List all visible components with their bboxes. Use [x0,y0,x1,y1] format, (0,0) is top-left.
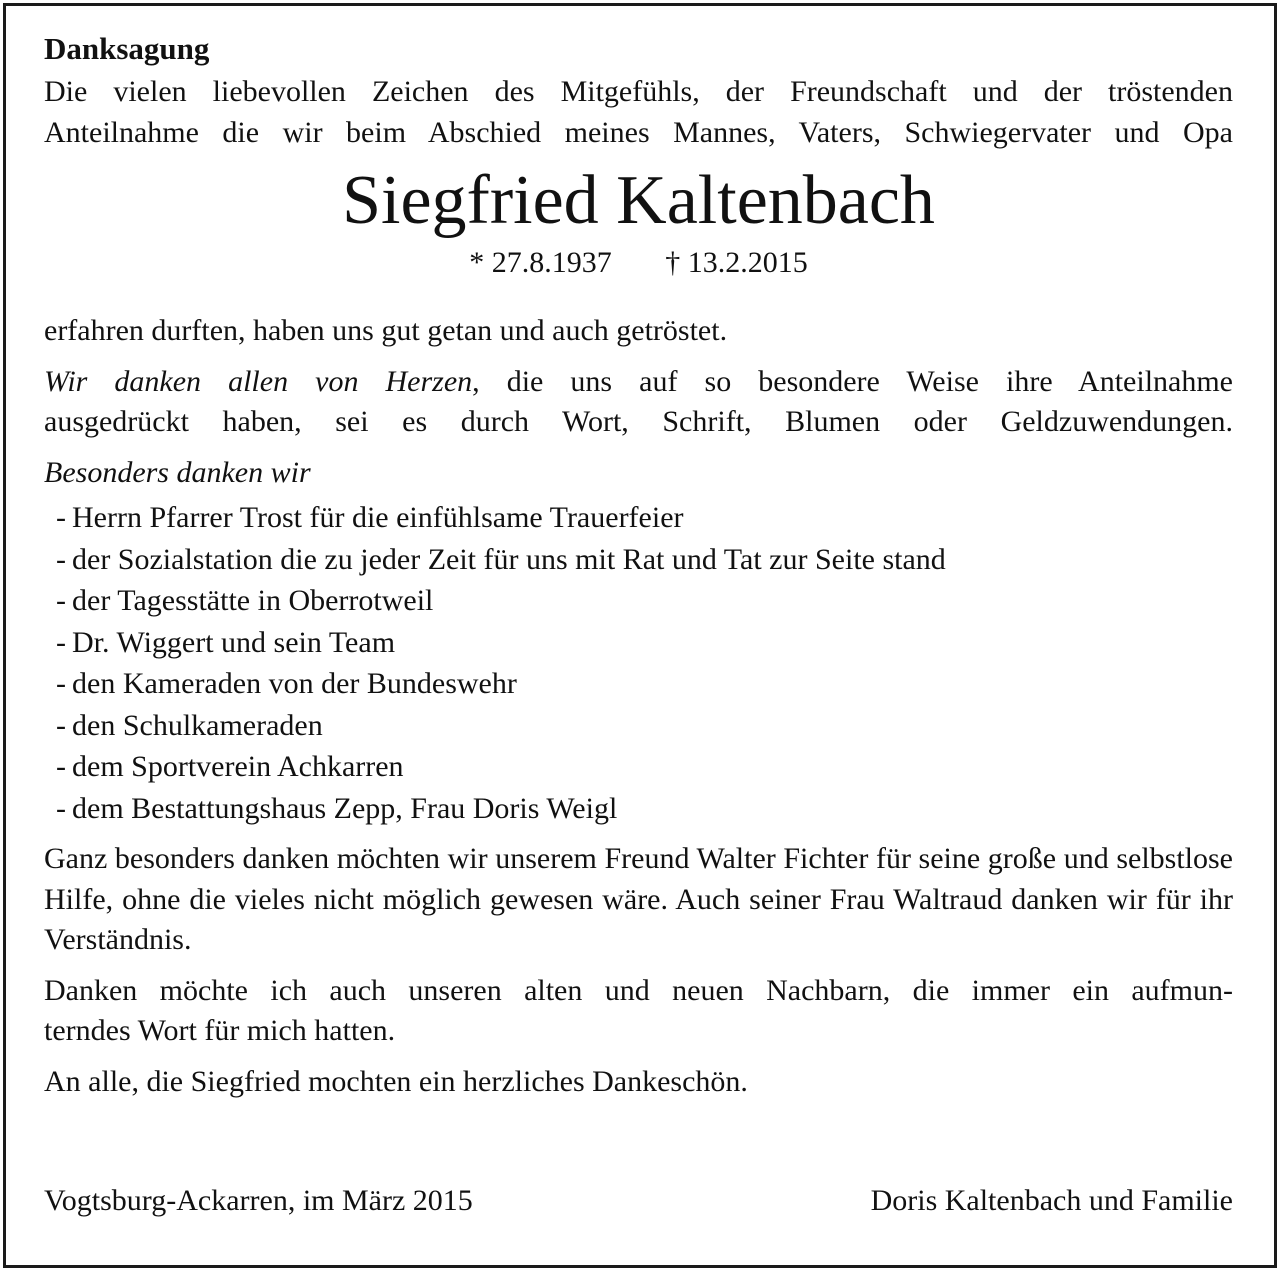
list-item: - den Schulkameraden [56,708,323,742]
notice-heading: Danksagung [44,31,210,66]
place-date: Vogtsburg-Ackarren, im März 2015 [44,1184,473,1217]
list-item: - der Tagesstätte in Oberrotweil [56,584,434,617]
thanks-rest: , die uns auf so besondere Weise ihre Anteilnahme [472,364,1233,398]
walter-paragraph: Ganz besonders danken möchten wir unserem Freund Walter Fichter für seine große und selbstlose Hilfe, ohne die vieles nicht möglich gewesen wäre. Auch seiner Frau Waltraud danken wir für ihr Verständnis. [44,842,1233,956]
final-thanks: An alle, die Siegfried mochten ein herzliches Dankeschön. [44,1064,748,1098]
intro-line-2: Anteilnahme die wir beim Abschied meines Mannes, Vaters, Schwiegervater und Opa [44,115,1233,149]
special-heading: Besonders danken wir [44,455,311,489]
list-item: - Dr. Wiggert und sein Team [56,625,396,659]
notice-footer [44,1181,1233,1221]
life-dates [44,243,1233,283]
birth-date: * 27.8.1937 [469,246,612,279]
thanks-line-1 [44,362,1233,403]
list-item: - Herrn Pfarrer Trost für die einfühlsame Trauerfeier [56,501,684,534]
list-item: - den Kameraden von der Bundeswehr [56,667,517,700]
after-name-text: erfahren durften, haben uns gut getan und auch getröstet. [44,314,728,347]
neighbors-line-1: Danken möchte ich auch unseren alten und neuen Nachbarn, die immer ein aufmun- [44,973,1233,1007]
list-item: - dem Sportverein Achkarren [56,750,404,783]
thanks-line-2: ausgedrückt haben, sei es durch Wort, Schrift, Blumen oder Geldzuwendungen. [44,405,1233,438]
deceased-name: Siegfried Kaltenbach [342,162,935,239]
notice-content [44,26,1233,1102]
signature: Doris Kaltenbach und Familie [870,1184,1233,1217]
list-item: - der Sozialstation die zu jeder Zeit für uns mit Rat und Tat zur Seite stand [56,542,946,576]
neighbors-line-2: terndes Wort für mich hatten. [44,1014,396,1047]
death-date: † 13.2.2015 [665,246,808,279]
thanks-italic: Wir danken allen von Herzen [44,364,473,398]
special-thanks-list [44,497,1233,829]
intro-line-1: Die vielen liebevollen Zeichen des Mitgefühls, der Freundschaft und der tröstenden [44,75,1233,108]
list-item: - dem Bestattungshaus Zepp, Frau Doris Weigl [56,791,618,825]
